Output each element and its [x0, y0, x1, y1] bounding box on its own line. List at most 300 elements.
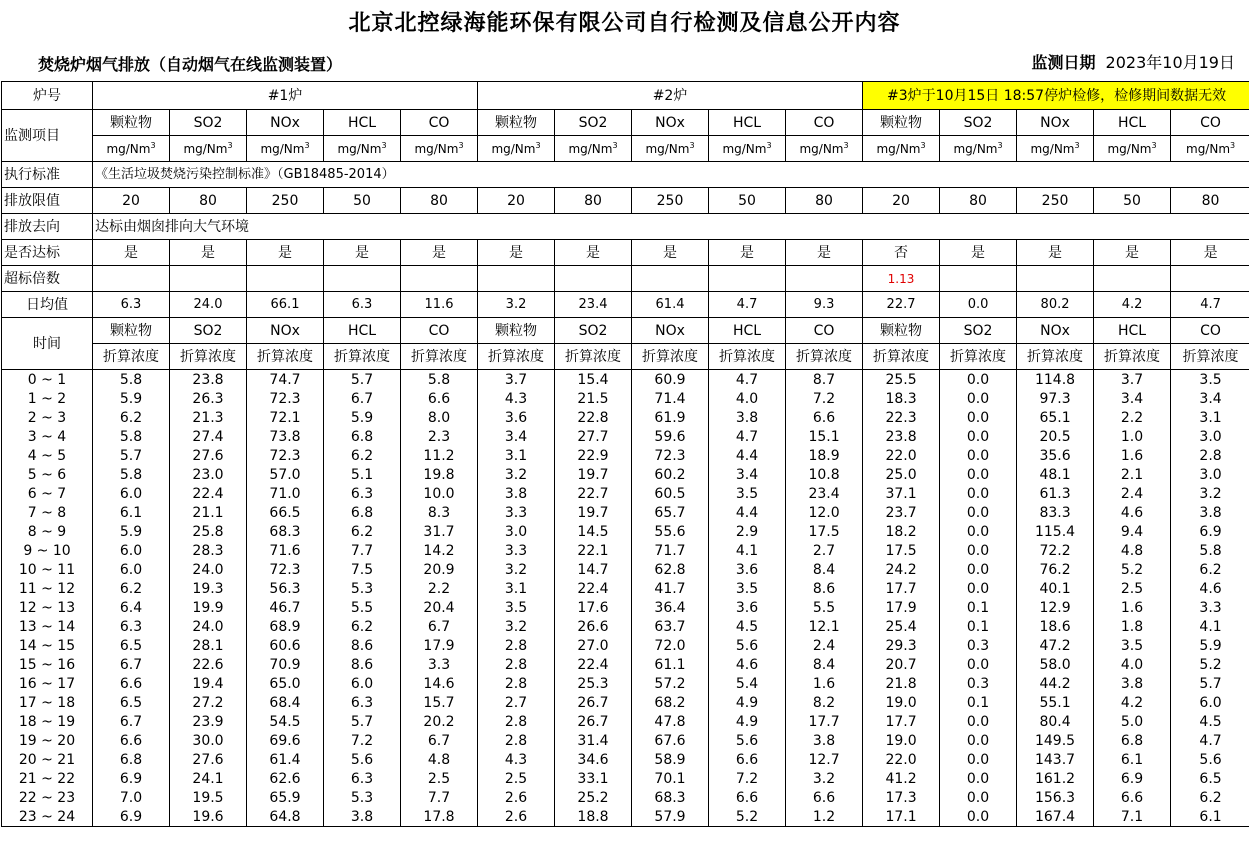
hourly-value: 6.1	[1171, 807, 1249, 827]
exceed-value	[170, 266, 247, 292]
time-range: 20 ~ 21	[2, 750, 93, 769]
hourly-row	[2, 522, 1249, 541]
hourly-row	[2, 446, 1249, 465]
hourly-value: 2.7	[478, 693, 555, 712]
concentration-label: 折算浓度	[324, 344, 401, 370]
hourly-row	[2, 484, 1249, 503]
hourly-value: 17.8	[401, 807, 478, 827]
exceed-value	[1017, 266, 1094, 292]
concentration-label: 折算浓度	[1094, 344, 1171, 370]
hourly-value: 2.9	[709, 522, 786, 541]
furnace-3-notice: #3炉于10月15日 18:57停炉检修，检修期间数据无效	[863, 82, 1249, 110]
hourly-value: 19.0	[863, 731, 940, 750]
hourly-value: 3.1	[1171, 408, 1249, 427]
hourly-value: 8.7	[786, 370, 863, 390]
hourly-value: 4.1	[1171, 617, 1249, 636]
time-range: 13 ~ 14	[2, 617, 93, 636]
hourly-value: 3.3	[478, 503, 555, 522]
hourly-value: 36.4	[632, 598, 709, 617]
hourly-value: 5.8	[93, 370, 170, 390]
hourly-row	[2, 598, 1249, 617]
hourly-value: 6.9	[1094, 769, 1171, 788]
hourly-value: 11.2	[401, 446, 478, 465]
unit-text: mg/Nm	[953, 141, 998, 156]
exceed-value	[401, 266, 478, 292]
hourly-value: 8.3	[401, 503, 478, 522]
hourly-value: 15.4	[555, 370, 632, 390]
hourly-row	[2, 617, 1249, 636]
unit-text: mg/Nm	[876, 141, 921, 156]
hourly-value: 61.4	[247, 750, 324, 769]
hourly-value: 57.0	[247, 465, 324, 484]
limit-row	[2, 188, 1249, 214]
furnace-label: 炉号	[2, 82, 93, 110]
compliance-value: 是	[555, 240, 632, 266]
hourly-value: 22.0	[863, 750, 940, 769]
hourly-value: 4.9	[709, 712, 786, 731]
time-range: 6 ~ 7	[2, 484, 93, 503]
table-subtitle: 焚烧炉烟气排放（自动烟气在线监测装置）	[38, 55, 343, 74]
time-range: 22 ~ 23	[2, 788, 93, 807]
hourly-value: 6.3	[93, 617, 170, 636]
daily-average: 4.7	[709, 292, 786, 318]
hourly-value: 28.1	[170, 636, 247, 655]
hourly-value: 3.3	[401, 655, 478, 674]
unit-cell	[709, 136, 786, 162]
hourly-value: 0.1	[940, 617, 1017, 636]
compliance-value: 是	[170, 240, 247, 266]
compliance-value: 是	[632, 240, 709, 266]
time-range: 2 ~ 3	[2, 408, 93, 427]
hourly-value: 0.0	[940, 541, 1017, 560]
hourly-value: 4.0	[1094, 655, 1171, 674]
hourly-value: 3.2	[786, 769, 863, 788]
hourly-value: 68.3	[247, 522, 324, 541]
hourly-value: 57.9	[632, 807, 709, 827]
hourly-value: 65.7	[632, 503, 709, 522]
hourly-value: 72.3	[247, 389, 324, 408]
hourly-value: 2.8	[478, 731, 555, 750]
furnace-2-header: #2炉	[478, 82, 863, 110]
hourly-value: 5.3	[324, 579, 401, 598]
hourly-value: 25.4	[863, 617, 940, 636]
limit-value: 250	[247, 188, 324, 214]
time-range: 7 ~ 8	[2, 503, 93, 522]
hourly-value: 14.5	[555, 522, 632, 541]
daily-average: 4.7	[1171, 292, 1249, 318]
hourly-value: 2.8	[478, 712, 555, 731]
hourly-value: 71.4	[632, 389, 709, 408]
daily-average: 61.4	[632, 292, 709, 318]
hourly-row	[2, 750, 1249, 769]
daily-average: 4.2	[1094, 292, 1171, 318]
hourly-value: 40.1	[1017, 579, 1094, 598]
hourly-value: 8.6	[324, 636, 401, 655]
hourly-value: 5.6	[709, 636, 786, 655]
hourly-value: 62.6	[247, 769, 324, 788]
hourly-value: 68.4	[247, 693, 324, 712]
exceed-value	[478, 266, 555, 292]
hourly-value: 47.2	[1017, 636, 1094, 655]
hourly-value: 5.9	[93, 389, 170, 408]
time-range: 23 ~ 24	[2, 807, 93, 827]
concentration-label: 折算浓度	[555, 344, 632, 370]
exceed-value	[632, 266, 709, 292]
hourly-value: 6.7	[93, 655, 170, 674]
hourly-value: 71.7	[632, 541, 709, 560]
hourly-value: 6.8	[324, 427, 401, 446]
hourly-value: 0.0	[940, 579, 1017, 598]
hourly-value: 3.4	[478, 427, 555, 446]
hourly-value: 56.3	[247, 579, 324, 598]
hourly-value: 6.3	[324, 693, 401, 712]
hourly-value: 6.7	[401, 731, 478, 750]
unit-text: mg/Nm	[106, 141, 151, 156]
unit-text: mg/Nm	[799, 141, 844, 156]
unit-cell	[93, 136, 170, 162]
concentration-label: 折算浓度	[478, 344, 555, 370]
time-range: 15 ~ 16	[2, 655, 93, 674]
concentration-label: 折算浓度	[401, 344, 478, 370]
daily-average: 22.7	[863, 292, 940, 318]
hourly-value: 61.9	[632, 408, 709, 427]
hourly-value: 6.8	[324, 503, 401, 522]
furnace-row	[2, 82, 1249, 110]
limit-value: 50	[1094, 188, 1171, 214]
hourly-value: 7.1	[1094, 807, 1171, 827]
hourly-value: 1.8	[1094, 617, 1171, 636]
hourly-value: 4.6	[1171, 579, 1249, 598]
hourly-value: 8.4	[786, 560, 863, 579]
exceed-value	[1094, 266, 1171, 292]
limit-value: 80	[1171, 188, 1249, 214]
concentration-label: 折算浓度	[170, 344, 247, 370]
hourly-value: 1.0	[1094, 427, 1171, 446]
hourly-value: 5.7	[1171, 674, 1249, 693]
hourly-value: 5.8	[93, 427, 170, 446]
hourly-value: 31.7	[401, 522, 478, 541]
hourly-value: 14.7	[555, 560, 632, 579]
hourly-value: 3.8	[478, 484, 555, 503]
hourly-value: 3.5	[1171, 370, 1249, 390]
hourly-value: 6.9	[1171, 522, 1249, 541]
time-range: 5 ~ 6	[2, 465, 93, 484]
hourly-value: 5.8	[1171, 541, 1249, 560]
unit-superscript: 3	[766, 140, 772, 150]
hourly-value: 6.3	[324, 769, 401, 788]
hourly-value: 4.1	[709, 541, 786, 560]
unit-text: mg/Nm	[1030, 141, 1075, 156]
time-range: 12 ~ 13	[2, 598, 93, 617]
hourly-value: 58.0	[1017, 655, 1094, 674]
hourly-value: 3.2	[478, 560, 555, 579]
hourly-value: 23.0	[170, 465, 247, 484]
time-pollutant-row	[2, 318, 1249, 344]
exceed-value	[709, 266, 786, 292]
daily-average: 6.3	[93, 292, 170, 318]
hourly-value: 2.6	[478, 788, 555, 807]
hourly-value: 114.8	[1017, 370, 1094, 390]
daily-average: 6.3	[324, 292, 401, 318]
time-pollutant-header: SO2	[555, 318, 632, 344]
hourly-value: 24.1	[170, 769, 247, 788]
pollutant-header: HCL	[709, 110, 786, 136]
hourly-value: 8.2	[786, 693, 863, 712]
compliance-value: 是	[940, 240, 1017, 266]
unit-cell	[940, 136, 1017, 162]
pollutant-header: CO	[401, 110, 478, 136]
hourly-value: 12.1	[786, 617, 863, 636]
hourly-value: 0.0	[940, 503, 1017, 522]
limit-label: 排放限值	[2, 188, 93, 214]
compliance-value: 是	[1171, 240, 1249, 266]
limit-value: 50	[709, 188, 786, 214]
hourly-value: 0.0	[940, 389, 1017, 408]
unit-cell	[1094, 136, 1171, 162]
limit-value: 80	[401, 188, 478, 214]
unit-superscript: 3	[227, 140, 233, 150]
hourly-value: 65.1	[1017, 408, 1094, 427]
hourly-value: 72.3	[632, 446, 709, 465]
hourly-value: 3.2	[478, 617, 555, 636]
hourly-value: 6.0	[93, 484, 170, 503]
hourly-value: 5.6	[324, 750, 401, 769]
hourly-value: 5.0	[1094, 712, 1171, 731]
concentration-label: 折算浓度	[940, 344, 1017, 370]
compliance-value: 是	[478, 240, 555, 266]
time-pollutant-header: HCL	[324, 318, 401, 344]
time-range: 4 ~ 5	[2, 446, 93, 465]
hourly-value: 48.1	[1017, 465, 1094, 484]
hourly-value: 8.0	[401, 408, 478, 427]
compliance-value: 是	[1094, 240, 1171, 266]
hourly-value: 6.2	[1171, 788, 1249, 807]
compliance-value: 是	[247, 240, 324, 266]
hourly-value: 2.7	[786, 541, 863, 560]
hourly-row	[2, 788, 1249, 807]
hourly-value: 19.4	[170, 674, 247, 693]
limit-value: 80	[940, 188, 1017, 214]
concentration-label: 折算浓度	[1171, 344, 1249, 370]
hourly-value: 6.6	[709, 788, 786, 807]
hourly-value: 0.0	[940, 769, 1017, 788]
hourly-value: 72.2	[1017, 541, 1094, 560]
time-pollutant-header: SO2	[940, 318, 1017, 344]
pollutant-header: SO2	[170, 110, 247, 136]
limit-value: 250	[1017, 188, 1094, 214]
hourly-value: 7.2	[786, 389, 863, 408]
hourly-value: 17.1	[863, 807, 940, 827]
hourly-value: 70.9	[247, 655, 324, 674]
hourly-value: 28.3	[170, 541, 247, 560]
time-label: 时间	[2, 318, 93, 370]
concentration-label: 折算浓度	[247, 344, 324, 370]
hourly-value: 22.7	[555, 484, 632, 503]
daily-average: 3.2	[478, 292, 555, 318]
hourly-value: 23.8	[170, 370, 247, 390]
hourly-value: 80.4	[1017, 712, 1094, 731]
hourly-value: 46.7	[247, 598, 324, 617]
hourly-value: 24.0	[170, 617, 247, 636]
hourly-value: 25.8	[170, 522, 247, 541]
hourly-value: 19.6	[170, 807, 247, 827]
unit-cell	[324, 136, 401, 162]
hourly-value: 5.7	[324, 370, 401, 390]
exceed-value	[940, 266, 1017, 292]
time-range: 9 ~ 10	[2, 541, 93, 560]
hourly-value: 5.7	[93, 446, 170, 465]
hourly-value: 3.2	[1171, 484, 1249, 503]
hourly-value: 6.4	[93, 598, 170, 617]
unit-cell	[1017, 136, 1094, 162]
pollutant-header: CO	[1171, 110, 1249, 136]
daily-average: 66.1	[247, 292, 324, 318]
date-label: 监测日期	[1031, 53, 1096, 72]
hourly-value: 3.4	[1171, 389, 1249, 408]
hourly-value: 22.4	[170, 484, 247, 503]
hourly-value: 23.9	[170, 712, 247, 731]
hourly-value: 25.2	[555, 788, 632, 807]
compliance-row	[2, 240, 1249, 266]
hourly-value: 6.9	[93, 769, 170, 788]
hourly-value: 0.0	[940, 408, 1017, 427]
hourly-value: 0.0	[940, 750, 1017, 769]
time-pollutant-header: CO	[786, 318, 863, 344]
hourly-value: 35.6	[1017, 446, 1094, 465]
standard-value: 《生活垃圾焚烧污染控制标准》（GB18485-2014）	[93, 162, 1249, 188]
hourly-value: 2.8	[478, 636, 555, 655]
hourly-value: 37.1	[863, 484, 940, 503]
hourly-value: 60.2	[632, 465, 709, 484]
hourly-value: 22.8	[555, 408, 632, 427]
hourly-value: 0.0	[940, 446, 1017, 465]
time-range: 1 ~ 2	[2, 389, 93, 408]
hourly-value: 2.3	[401, 427, 478, 446]
hourly-value: 5.8	[93, 465, 170, 484]
hourly-value: 15.1	[786, 427, 863, 446]
time-pollutant-header: CO	[401, 318, 478, 344]
hourly-value: 0.0	[940, 807, 1017, 827]
hourly-value: 44.2	[1017, 674, 1094, 693]
hourly-value: 21.5	[555, 389, 632, 408]
hourly-value: 4.2	[1094, 693, 1171, 712]
hourly-value: 26.6	[555, 617, 632, 636]
unit-superscript: 3	[1151, 140, 1157, 150]
monitor-label: 监测项目	[2, 110, 93, 162]
hourly-value: 19.0	[863, 693, 940, 712]
compliance-value: 是	[786, 240, 863, 266]
hourly-value: 4.9	[709, 693, 786, 712]
hourly-value: 3.7	[478, 370, 555, 390]
standard-label: 执行标准	[2, 162, 93, 188]
hourly-value: 3.0	[1171, 427, 1249, 446]
hourly-value: 19.7	[555, 465, 632, 484]
hourly-value: 143.7	[1017, 750, 1094, 769]
hourly-value: 2.2	[401, 579, 478, 598]
hourly-value: 27.0	[555, 636, 632, 655]
unit-superscript: 3	[150, 140, 156, 150]
hourly-value: 22.3	[863, 408, 940, 427]
hourly-value: 55.1	[1017, 693, 1094, 712]
concentration-label-row	[2, 344, 1249, 370]
hourly-value: 67.6	[632, 731, 709, 750]
time-range: 8 ~ 9	[2, 522, 93, 541]
unit-text: mg/Nm	[1186, 141, 1231, 156]
hourly-value: 3.8	[786, 731, 863, 750]
hourly-value: 34.6	[555, 750, 632, 769]
hourly-value: 17.9	[863, 598, 940, 617]
compliance-value: 是	[709, 240, 786, 266]
daily-label: 日均值	[2, 292, 93, 318]
hourly-value: 1.2	[786, 807, 863, 827]
hourly-value: 24.0	[170, 560, 247, 579]
hourly-value: 4.0	[709, 389, 786, 408]
daily-row	[2, 292, 1249, 318]
hourly-value: 22.9	[555, 446, 632, 465]
hourly-value: 97.3	[1017, 389, 1094, 408]
pollutant-header: 颗粒物	[478, 110, 555, 136]
hourly-value: 3.1	[478, 579, 555, 598]
hourly-value: 17.5	[863, 541, 940, 560]
hourly-value: 2.5	[401, 769, 478, 788]
hourly-value: 3.0	[478, 522, 555, 541]
time-range: 21 ~ 22	[2, 769, 93, 788]
hourly-value: 5.1	[324, 465, 401, 484]
concentration-label: 折算浓度	[93, 344, 170, 370]
hourly-value: 3.8	[324, 807, 401, 827]
hourly-value: 61.3	[1017, 484, 1094, 503]
hourly-value: 68.3	[632, 788, 709, 807]
unit-superscript: 3	[381, 140, 387, 150]
hourly-value: 4.4	[709, 446, 786, 465]
daily-average: 80.2	[1017, 292, 1094, 318]
hourly-value: 68.2	[632, 693, 709, 712]
hourly-value: 18.9	[786, 446, 863, 465]
compliance-value: 是	[93, 240, 170, 266]
hourly-value: 23.8	[863, 427, 940, 446]
limit-value: 20	[93, 188, 170, 214]
unit-text: mg/Nm	[260, 141, 305, 156]
hourly-value: 60.9	[632, 370, 709, 390]
hourly-value: 6.0	[324, 674, 401, 693]
unit-cell	[1171, 136, 1249, 162]
pollutant-header: HCL	[324, 110, 401, 136]
unit-superscript: 3	[535, 140, 541, 150]
hourly-value: 5.6	[709, 731, 786, 750]
hourly-value: 4.8	[401, 750, 478, 769]
hourly-value: 2.5	[478, 769, 555, 788]
hourly-value: 0.0	[940, 427, 1017, 446]
hourly-value: 0.0	[940, 484, 1017, 503]
unit-row	[2, 136, 1249, 162]
hourly-value: 6.3	[324, 484, 401, 503]
unit-superscript: 3	[304, 140, 310, 150]
hourly-value: 5.2	[1094, 560, 1171, 579]
hourly-value: 3.1	[478, 446, 555, 465]
hourly-value: 0.0	[940, 465, 1017, 484]
hourly-row	[2, 769, 1249, 788]
hourly-value: 21.8	[863, 674, 940, 693]
hourly-value: 5.3	[324, 788, 401, 807]
unit-superscript: 3	[458, 140, 464, 150]
hourly-value: 69.6	[247, 731, 324, 750]
hourly-value: 23.4	[786, 484, 863, 503]
hourly-value: 22.1	[555, 541, 632, 560]
hourly-row	[2, 408, 1249, 427]
time-range: 17 ~ 18	[2, 693, 93, 712]
hourly-value: 17.7	[863, 579, 940, 598]
hourly-value: 3.7	[1094, 370, 1171, 390]
